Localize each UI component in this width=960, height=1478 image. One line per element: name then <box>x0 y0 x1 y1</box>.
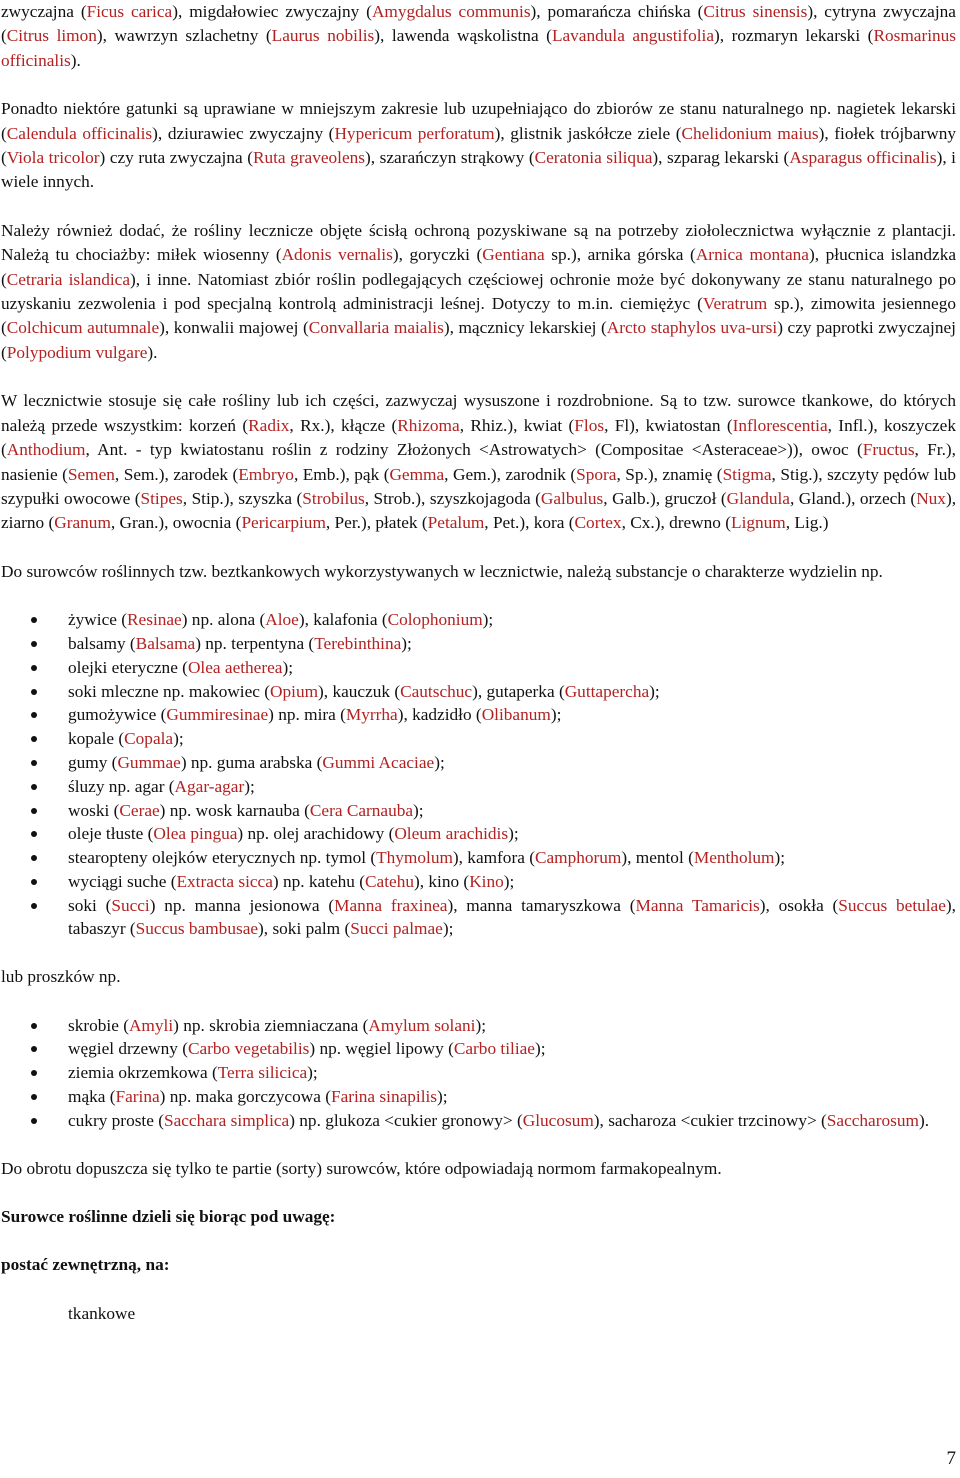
latin-name: Manna fraxinea <box>334 895 448 915</box>
latin-name: Inflorescentia <box>732 415 828 435</box>
latin-name: Glandula <box>726 488 790 508</box>
latin-name: Saccharosum <box>826 1110 919 1130</box>
latin-name: Laurus nobilis <box>271 26 375 46</box>
list-item: woski (Cerae) np. wosk karnauba (Cera Carnauba); <box>1 799 956 823</box>
latin-name: Manna Tamaricis <box>635 895 760 915</box>
bullet-list-secretions <box>1 608 956 941</box>
latin-name: Copala <box>124 729 174 749</box>
latin-name: Farina sinapilis <box>330 1087 438 1107</box>
latin-name: Rhizoma <box>397 415 460 435</box>
paragraph: Ponadto niektóre gatunki są uprawiane w mniejszym zakresie lub uzupełniająco do zbiorów ze stanu naturalnego np. nagietek lekarski (Calendula officinalis), dziurawiec zwyczajny (Hypericum perforatum), glistnik jaskółcze ziele (Chelidonium maius), fiołek trójbarwny (Viola tricolor) czy ruta zwyczajna (Ruta graveolens), szarańczyn strąkowy (Ceratonia siliqua), szparag lekarski (Asparagus officinalis), i wiele innych. <box>1 99 957 192</box>
paragraph: zwyczajna (Ficus carica), migdałowiec zwyczajny (Amygdalus communis), pomarańcza chińska (Citrus sinensis), cytryna zwyczajna (Citrus limon), wawrzyn szlachetny (Laurus nobilis), lawenda wąskolistna (Lavandula angustifolia), rozmaryn lekarski (Rosmarinus officinalis). <box>1 2 957 70</box>
latin-name: Radix <box>248 415 290 435</box>
latin-name: Citrus limon <box>6 26 97 46</box>
bullet-icon <box>31 689 37 695</box>
latin-name: Stigma <box>722 464 772 484</box>
latin-name: Cera Carnauba <box>309 800 414 820</box>
latin-name: Catehu <box>365 871 414 891</box>
bullet-list-forms <box>1 1302 956 1326</box>
latin-name: Spora <box>576 464 617 484</box>
latin-name: Lavandula angustifolia <box>551 26 715 46</box>
subsection-heading: postać zewnętrzną, na: <box>1 1255 170 1275</box>
paragraph: Do obrotu dopuszcza się tylko te partie (sorty) surowców, które odpowiadają normom farmakopealnym. <box>1 1158 722 1178</box>
latin-name: Cerae <box>119 800 160 820</box>
latin-name: Resinae <box>127 610 182 630</box>
latin-name: Gummae <box>117 752 181 772</box>
paragraph: lub proszków np. <box>1 967 121 987</box>
latin-name: Gummiresinae <box>166 705 269 725</box>
list-item: balsamy (Balsama) np. terpentyna (Terebinthina); <box>1 632 956 656</box>
latin-name: Aloe <box>265 610 299 630</box>
bullet-icon <box>31 712 37 718</box>
list-item: wyciągi suche (Extracta sicca) np. katehu (Catehu), kino (Kino); <box>1 870 956 894</box>
bullet-icon <box>31 784 37 790</box>
latin-name: Strobilus <box>302 488 365 508</box>
latin-name: Carbo tiliae <box>453 1039 535 1059</box>
latin-name: Ceratonia siliqua <box>534 148 653 168</box>
latin-name: Petalum <box>427 513 485 533</box>
latin-name: Terra silicica <box>217 1063 308 1083</box>
latin-name: Amygdalus communis <box>371 2 531 21</box>
page-number: 7 <box>946 1448 956 1469</box>
list-item: oleje tłuste (Olea pingua) np. olej arachidowy (Oleum arachidis); <box>1 822 956 846</box>
bullet-icon <box>31 808 37 814</box>
list-item: śluzy np. agar (Agar-agar); <box>1 775 956 799</box>
paragraph: W lecznictwie stosuje się całe rośliny lub ich części, zazwyczaj wysuszone i rozdrobnione. Są to tzw. surowce tkankowe, do których należą przede wszystkim: korzeń (Radix, Rx.), kłącze (Rhizoma, Rhiz.), kwiat (Flos, Fl), kwiatostan (Inflorescentia, Infl.), koszyczek (Anthodium, Ant. - typ kwiatostanu roślin z rodziny Złożonych <Astrowatych> (Compositae <Asteraceae>)), owoc (Fructus, Fr.), nasienie (Semen, Sem.), zarodek (Embryo, Emb.), pąk (Gemma, Gem.), zarodnik (Spora, Sp.), znamię (Stigma, Stig.), szczyty pędów lub szypułki owocowe (Stipes, Stip.), szyszka (Strobilus, Strob.), szyszkojagoda (Galbulus, Galb.), gruczoł (Glandula, Gland.), orzech (Nux), ziarno (Granum, Gran.), owocnia (Pericarpium, Per.), płatek (Petalum, Pet.), kora (Cortex, Cx.), drewno (Lignum, Lig.) <box>1 391 957 533</box>
latin-name: Myrrha <box>345 705 398 725</box>
bullet-icon <box>31 736 37 742</box>
latin-name: Arcto staphylos uva-ursi <box>606 318 778 338</box>
latin-name: Colophonium <box>387 610 483 630</box>
latin-name: Sacchara simplica <box>163 1110 290 1130</box>
bullet-icon <box>31 1046 37 1052</box>
bullet-icon <box>31 617 37 623</box>
latin-name: Cortex <box>574 513 622 533</box>
paragraph: Do surowców roślinnych tzw. beztkankowych wykorzystywanych w lecznictwie, należą substancje o charakterze wydzielin np. <box>1 561 883 581</box>
latin-name: Arnica montana <box>695 245 809 265</box>
latin-name: Guttapercha <box>564 681 650 701</box>
latin-name: Asparagus officinalis <box>789 148 937 168</box>
document-page <box>1 0 956 1326</box>
list-item: kopale (Copala); <box>1 727 956 751</box>
latin-name: Adonis vernalis <box>281 245 393 265</box>
section-heading: Surowce roślinne dzieli się biorąc pod uwagę: <box>1 1207 336 1227</box>
latin-name: Mentholum <box>693 848 775 868</box>
latin-name: Gentiana <box>482 245 545 265</box>
latin-name: Cautschuc <box>400 681 473 701</box>
latin-name: Hypericum perforatum <box>334 123 495 143</box>
latin-name: Olea aetherea <box>187 657 283 677</box>
list-item: węgiel drzewny (Carbo vegetabilis) np. węgiel lipowy (Carbo tiliae); <box>1 1037 956 1061</box>
bullet-icon <box>31 1118 37 1124</box>
latin-name: Ficus carica <box>86 2 173 21</box>
bullet-icon <box>31 1070 37 1076</box>
latin-name: Semen <box>67 464 115 484</box>
bullet-icon <box>31 760 37 766</box>
latin-name: Gemma <box>389 464 445 484</box>
latin-name: Galbulus <box>540 488 604 508</box>
latin-name: Granum <box>54 513 111 533</box>
latin-name: Pericarpium <box>241 513 326 533</box>
latin-name: Oleum arachidis <box>394 824 509 844</box>
latin-name: Olea pingua <box>153 824 238 844</box>
latin-name: Succus betulae <box>838 895 946 915</box>
latin-name: Polypodium vulgare <box>6 342 148 362</box>
latin-name: Citrus sinensis <box>703 2 808 21</box>
latin-name: Succus bambusae <box>135 919 259 939</box>
list-item: soki mleczne np. makowiec (Opium), kauczuk (Cautschuc), gutaperka (Guttapercha); <box>1 680 956 704</box>
bullet-icon <box>31 665 37 671</box>
latin-name: Stipes <box>140 488 183 508</box>
bullet-icon <box>31 1023 37 1029</box>
latin-name: Fructus <box>862 440 915 460</box>
bullet-icon <box>31 879 37 885</box>
latin-name: Amylum solani <box>368 1015 476 1035</box>
list-item: mąka (Farina) np. maka gorczycowa (Farina sinapilis); <box>1 1085 956 1109</box>
latin-name: Olibanum <box>481 705 551 725</box>
list-item: gumożywice (Gummiresinae) np. mira (Myrrha), kadzidło (Olibanum); <box>1 703 956 727</box>
list-item: skrobie (Amyli) np. skrobia ziemniaczana (Amylum solani); <box>1 1014 956 1038</box>
latin-name: Flos <box>574 415 605 435</box>
latin-name: Agar-agar <box>174 776 245 796</box>
latin-name: Colchicum autumnale <box>6 318 160 338</box>
list-item: żywice (Resinae) np. alona (Aloe), kalafonia (Colophonium); <box>1 608 956 632</box>
bullet-icon <box>31 903 37 909</box>
latin-name: Convallaria maialis <box>308 318 444 338</box>
list-item: olejki eteryczne (Olea aetherea); <box>1 656 956 680</box>
bullet-list-powders <box>1 1014 956 1133</box>
latin-name: Camphorum <box>534 848 622 868</box>
latin-name: Carbo vegetabilis <box>187 1039 310 1059</box>
latin-name: Opium <box>270 681 319 701</box>
latin-name: Cetraria islandica <box>6 269 131 289</box>
list-item: cukry proste (Sacchara simplica) np. glukoza <cukier gronowy> (Glucosum), sacharoza <cukier trzcinowy> (Saccharosum). <box>1 1109 956 1133</box>
latin-name: Succi <box>111 895 150 915</box>
latin-name: Amyli <box>128 1015 174 1035</box>
latin-name: Nux <box>916 488 946 508</box>
list-item: tkankowe <box>68 1303 136 1323</box>
latin-name: Ruta graveolens <box>252 148 366 168</box>
paragraph: Należy również dodać, że rośliny lecznicze objęte ścisłą ochroną pozyskiwane są na potrzeby ziołolecznictwa wyłącznie z plantacji. Należą tu chociażby: miłek wiosenny (Adonis vernalis), goryczki (Gentiana sp.), arnika górska (Arnica montana), płucnica islandzka (Cetraria islandica), i inne. Natomiast zbiór roślin podlegających częściowej ochronie może być dokonywany ze stanu naturalnego po uzyskaniu zezwolenia i pod specjalną kontrolą administracji leśnej. Dotyczy to m.in. ciemiężyc (Veratrum sp.), zimowita jesiennego (Colchicum autumnale), konwalii majowej (Convallaria maialis), mącznicy lekarskiej (Arcto staphylos uva-ursi) czy paprotki zwyczajnej (Polypodium vulgare). <box>1 220 957 362</box>
latin-name: Lignum <box>731 513 786 533</box>
bullet-icon <box>31 855 37 861</box>
latin-name: Viola tricolor <box>6 148 100 168</box>
latin-name: Embryo <box>238 464 294 484</box>
latin-name: Anthodium <box>6 440 86 460</box>
list-item: ziemia okrzemkowa (Terra silicica); <box>1 1061 956 1085</box>
latin-name: Terebinthina <box>314 633 402 653</box>
latin-name: Thymolum <box>376 848 453 868</box>
bullet-icon <box>31 641 37 647</box>
latin-name: Calendula officinalis <box>6 123 153 143</box>
list-item: gumy (Gummae) np. guma arabska (Gummi Acaciae); <box>1 751 956 775</box>
latin-name: Glucosum <box>522 1110 594 1130</box>
bullet-icon <box>31 1094 37 1100</box>
latin-name: Farina <box>115 1087 160 1107</box>
latin-name: Rosmarinus officinalis <box>1 26 957 70</box>
latin-name: Balsama <box>135 633 196 653</box>
latin-name: Veratrum <box>702 294 768 314</box>
list-item: soki (Succi) np. manna jesionowa (Manna fraxinea), manna tamaryszkowa (Manna Tamaricis), osokła (Succus betulae), tabaszyr (Succus bambusae), soki palm (Succi palmae); <box>1 894 956 942</box>
latin-name: Extracta sicca <box>176 871 273 891</box>
latin-name: Chelidonium maius <box>681 123 819 143</box>
latin-name: Gummi Acaciae <box>322 752 435 772</box>
latin-name: Kino <box>469 871 504 891</box>
list-item: stearopteny olejków eterycznych np. tymol (Thymolum), kamfora (Camphorum), mentol (Mentholum); <box>1 846 956 870</box>
bullet-icon <box>31 831 37 837</box>
latin-name: Succi palmae <box>350 919 443 939</box>
